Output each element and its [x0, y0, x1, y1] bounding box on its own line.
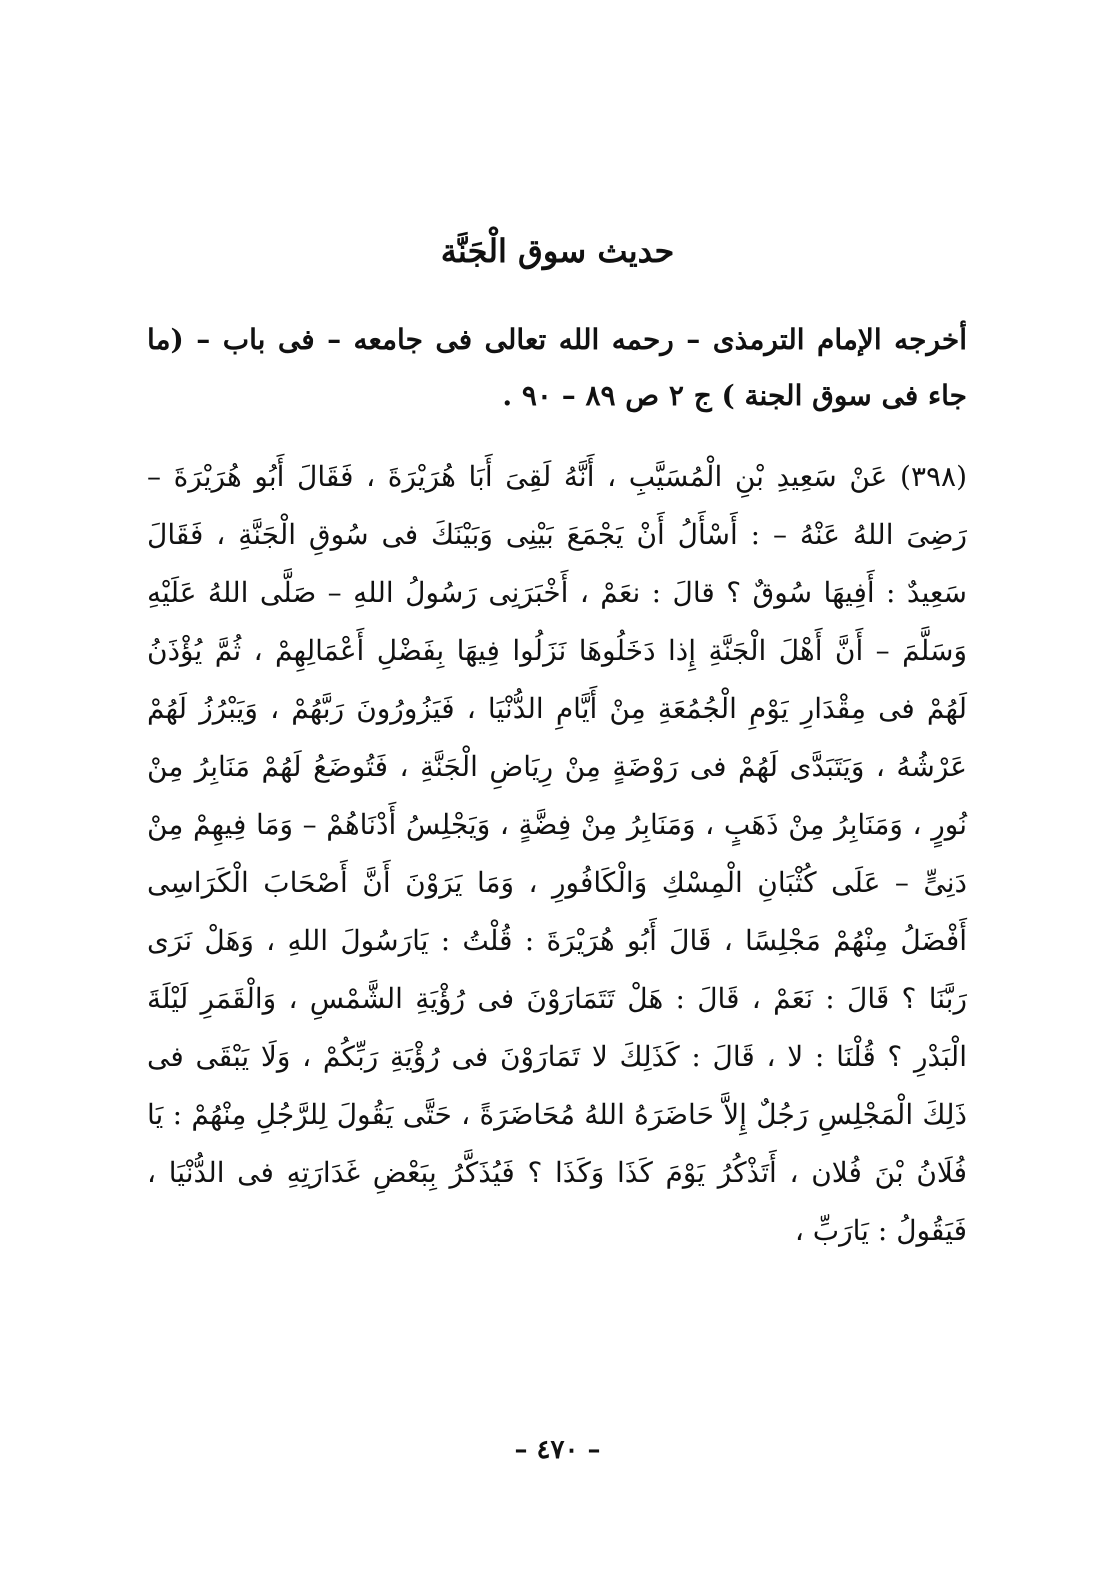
hadith-text: عَنْ سَعِيدِ بْنِ الْمُسَيَّبِ ، أَنَّهُ لَقِىَ أَبَا هُرَيْرَةَ ، فَقَالَ أَبُو هُرَيْرَةَ – رَضِىَ اللهُ عَنْهُ – : أَسْأَلُ أَنْ يَجْمَعَ بَيْنِى وَبَيْنَكَ فى سُوقِ الْجَنَّةِ ، فَقَالَ سَعِيدٌ : أَفِيهَا سُوقٌ ؟ قالَ : نعَمْ ، أَخْبَرَنِى رَسُولُ اللهِ – صَلَّى اللهُ عَلَيْهِ وَسَلَّمَ – أَنَّ أَهْلَ الْجَنَّةِ إِذا دَخَلُوهَا نَزَلُوا فِيهَا بِفَضْلِ أَعْمَالِهِمْ ، ثُمَّ يُؤْذَنُ لَهُمْ فى مِقْدَارِ يَوْمِ الْجُمُعَةِ مِنْ أَيَّامِ الدُّنْيَا ، فَيَزُورُونَ رَبَّهُمْ ، وَيَبْرُزُ لَهُمْ عَرْشُهُ ، وَيَتَبَدَّى لَهُمْ فى رَوْضَةٍ مِنْ رِيَاضِ الْجَنَّةِ ، فَتُوضَعُ لَهُمْ مَنَابِرُ مِنْ نُورٍ ، وَمَنَابِرُ مِنْ ذَهَبٍ ، وَمَنَابِرُ مِنْ فِضَّةٍ ، وَيَجْلِسُ أَدْنَاهُمْ – وَمَا فِيهِمْ مِنْ دَنِىٍّ – عَلَى كُثْبَانِ الْمِسْكِ وَالْكَافُورِ ، وَمَا يَرَوْنَ أَنَّ أَصْحَابَ الْكَرَاسِى أَفْضَلُ مِنْهُمْ مَجْلِسًا ، قَالَ أَبُو هُرَيْرَةَ : قُلْتُ : يَارَسُولَ اللهِ ، وَهَلْ نَرَى رَبَّنَا ؟ قَالَ : نَعَمْ ، قَالَ : هَلْ تَتَمَارَوْنَ فى رُؤْيَةِ الشَّمْسِ ، وَالْقَمَرِ لَيْلَةَ الْبَدْرِ ؟ قُلْنَا : لا ، قَالَ : كَذَلِكَ لا تَمَارَوْنَ فى رُؤْيَةِ رَبِّكُمْ ، وَلَا يَبْقَى فى ذَلِكَ الْمَجْلِسِ رَجُلٌ إِلاَّ حَاضَرَهُ اللهُ مُحَاضَرَةً ، حَتَّى يَقُولَ لِلرَّجُلِ مِنْهُمْ : يَا فُلَانُ بْنَ فُلان ، أَتَذْكُرُ يَوْمَ كَذَا وَكَذَا ؟ فَيُذَكَّرُ بِبَعْضِ غَدَارَتِهِ فى الدُّنْيَا ، فَيَقُولُ : يَارَبِّ ، — [147, 460, 967, 1247]
page-number: – ٤٧٠ – — [514, 1435, 601, 1465]
section-title: حديث سوق الْجَنَّة — [440, 232, 675, 270]
hadith-paragraph — [147, 448, 967, 1260]
hadith-number: (۳۹۸) — [900, 460, 967, 493]
source-note: أخرجه الإمام الترمذى – رحمه الله تعالى فى جامعه – فى باب – (ما جاء فى سوق الجنة ) ج ۲ ص ۸۹ – ۹۰ . — [147, 323, 967, 412]
